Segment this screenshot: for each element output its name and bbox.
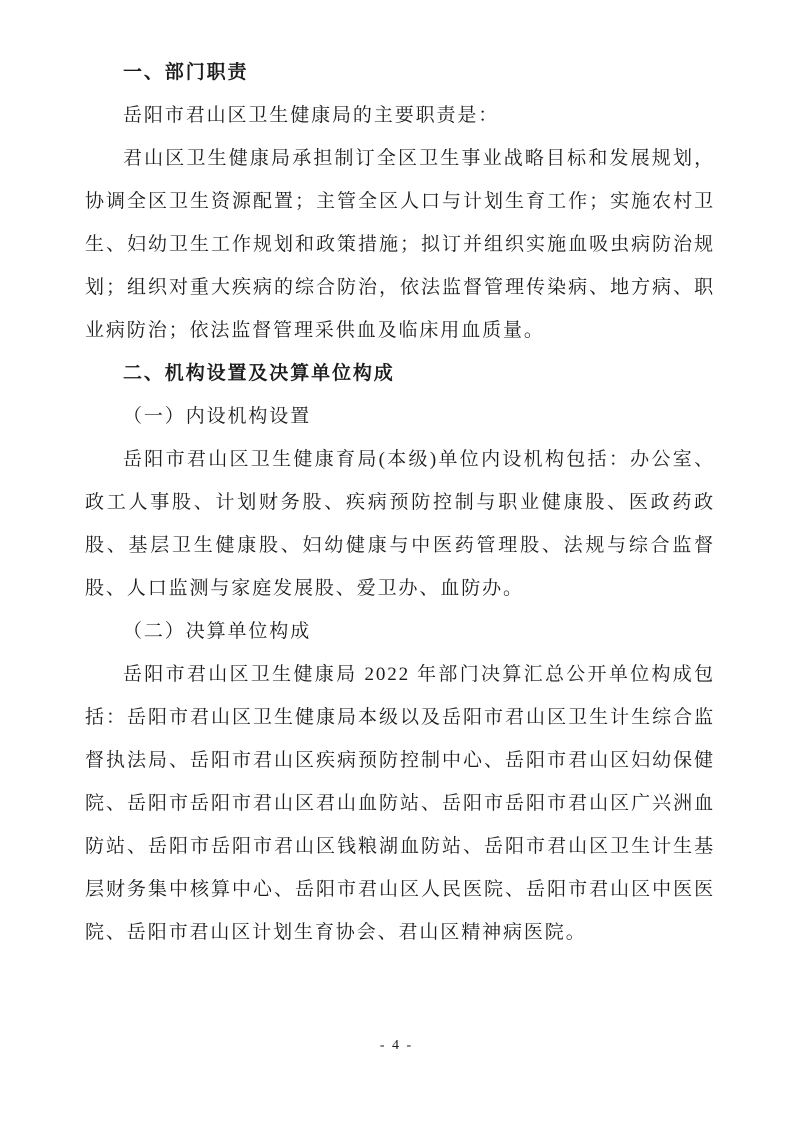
paragraph: 岳阳市君山区卫生健康局的主要职责是： <box>123 105 500 126</box>
paragraph: （二）决算单位构成 <box>123 621 312 642</box>
paragraph: 岳阳市君山区卫生健康局 2022 年部门决算汇总公开单位构成包括：岳阳市君山区卫生健康局本级以及岳阳市君山区卫生计生综合监督执法局、岳阳市君山区疾病预防控制中心、岳阳市君山区妇幼保健院、岳阳市岳阳市君山区君山血防站、岳阳市岳阳市君山区广兴洲血防站、岳阳市岳阳市君山区钱粮湖血防站、岳阳市君山区卫生计生基层财务集中核算中心、岳阳市君山区人民医院、岳阳市君山区中医医院、岳阳市君山区计划生育协会、君山区精神病医院。 <box>85 664 715 943</box>
page-footer <box>0 1036 793 1054</box>
section-heading: 二、机构设置及决算单位构成 <box>123 363 395 384</box>
paragraph: 君山区卫生健康局承担制订全区卫生事业战略目标和发展规划，协调全区卫生资源配置；主管全区人口与计划生育工作；实施农村卫生、妇幼卫生工作规划和政策措施；拟订并组织实施血吸虫病防治规划；组织对重大疾病的综合防治，依法监督管理传染病、地方病、职业病防治；依法监督管理采供血及临床用血质量。 <box>85 148 715 341</box>
paragraph: 岳阳市君山区卫生健康育局(本级)单位内设机构包括：办公室、政工人事股、计划财务股、疾病预防控制与职业健康股、医政药政股、基层卫生健康股、妇幼健康与中医药管理股、法规与综合监督股、人口监测与家庭发展股、爱卫办、血防办。 <box>85 449 715 599</box>
paragraph: （一）内设机构设置 <box>123 406 312 427</box>
document-body <box>85 51 715 954</box>
section-heading: 一、部门职责 <box>123 62 249 83</box>
page-number: - 4 - <box>379 1038 414 1053</box>
